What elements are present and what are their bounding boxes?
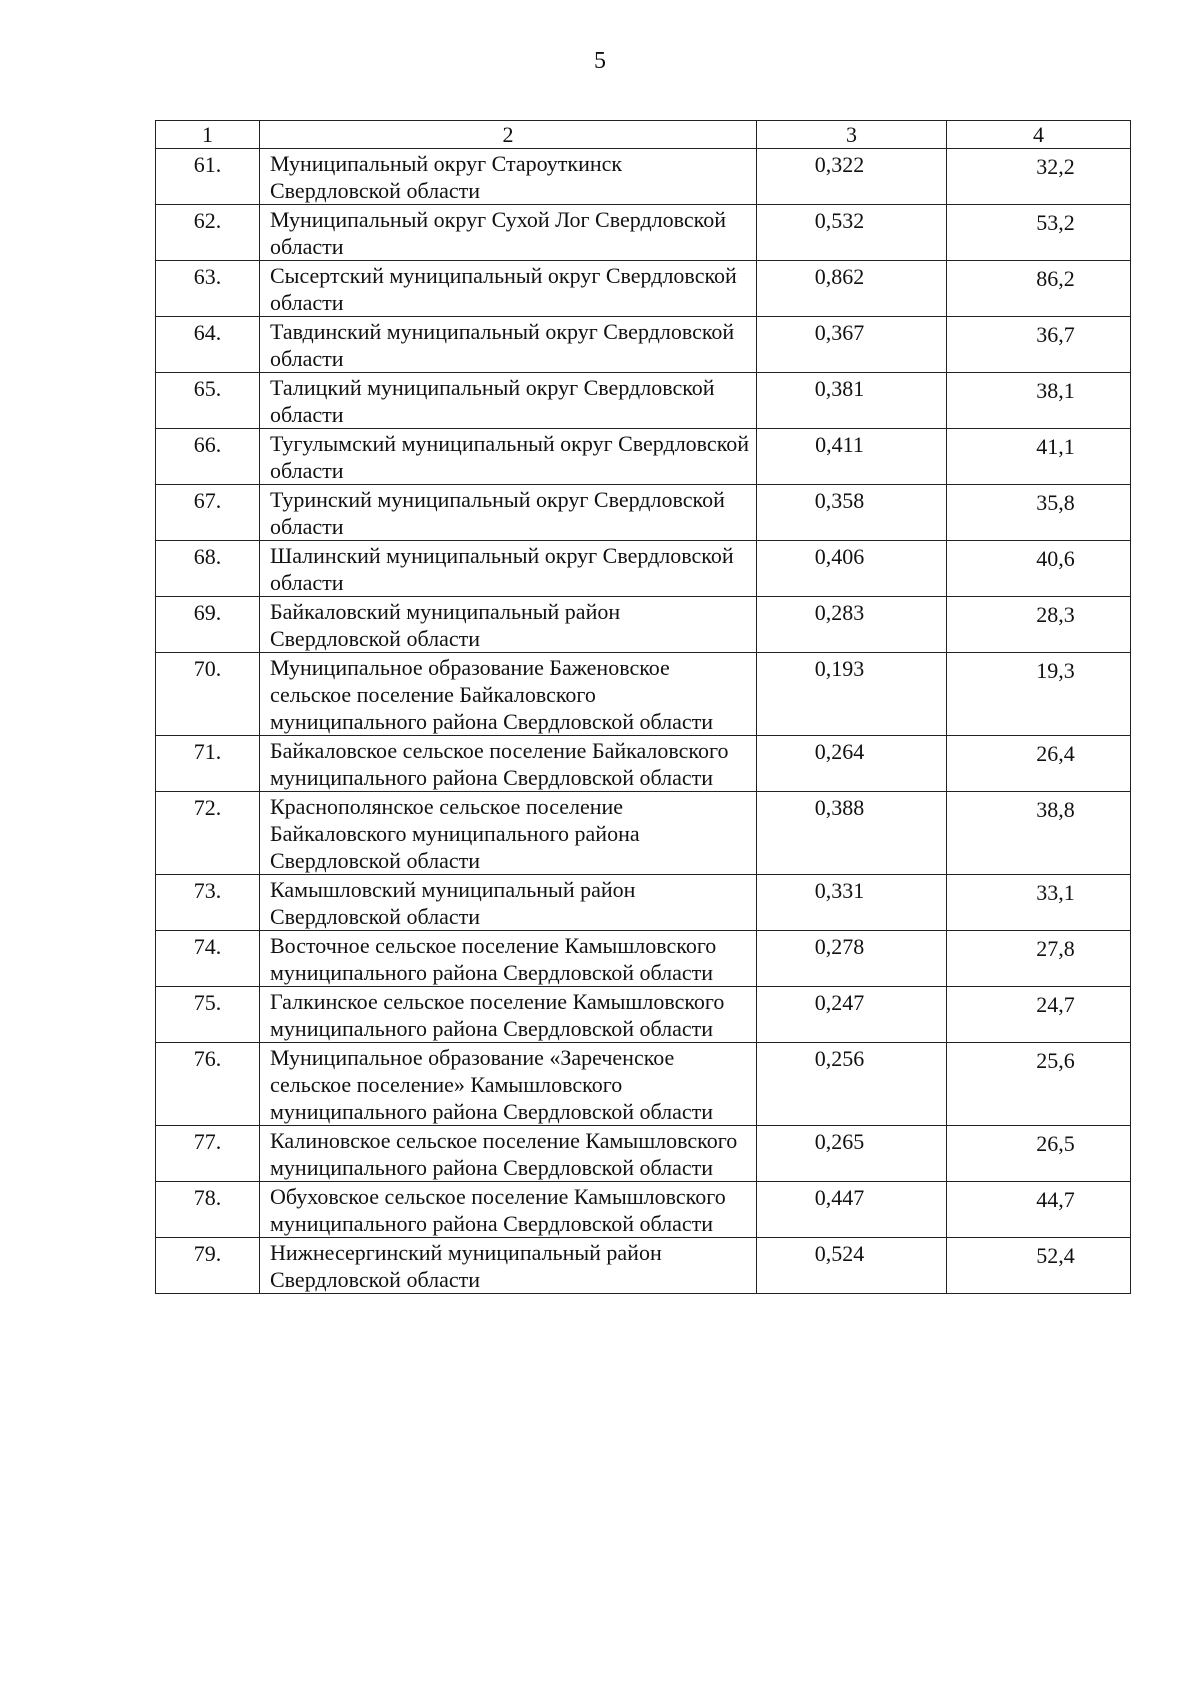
row-number: 63.	[156, 261, 260, 317]
coefficient-value: 0,322	[757, 149, 947, 205]
coefficient-value: 0,283	[757, 597, 947, 653]
page-number: 5	[594, 48, 606, 74]
percent-value: 52,4	[947, 1238, 1131, 1294]
table-row	[156, 1126, 1131, 1182]
municipality-name: Шалинский муниципальный округ Свердловской области	[260, 541, 757, 597]
municipality-name: Сысертский муниципальный округ Свердловской области	[260, 261, 757, 317]
percent-value: 32,2	[947, 149, 1131, 205]
row-number: 62.	[156, 205, 260, 261]
row-number: 65.	[156, 373, 260, 429]
table-row	[156, 429, 1131, 485]
column-header-1: 1	[156, 121, 260, 149]
table-row	[156, 931, 1131, 987]
municipality-name: Талицкий муниципальный округ Свердловской области	[260, 373, 757, 429]
row-number: 75.	[156, 987, 260, 1043]
coefficient-value: 0,406	[757, 541, 947, 597]
municipality-name: Туринский муниципальный округ Свердловской области	[260, 485, 757, 541]
coefficient-value: 0,278	[757, 931, 947, 987]
column-header-2: 2	[260, 121, 757, 149]
municipality-name: Восточное сельское поселение Камышловского муниципального района Свердловской области	[260, 931, 757, 987]
municipality-name: Калиновское сельское поселение Камышловского муниципального района Свердловской области	[260, 1126, 757, 1182]
column-header-4: 4	[947, 121, 1131, 149]
percent-value: 35,8	[947, 485, 1131, 541]
municipality-name: Нижнесергинский муниципальный район Свердловской области	[260, 1238, 757, 1294]
table-row	[156, 205, 1131, 261]
row-number: 73.	[156, 875, 260, 931]
row-number: 66.	[156, 429, 260, 485]
coefficient-value: 0,358	[757, 485, 947, 541]
row-number: 78.	[156, 1182, 260, 1238]
row-number: 71.	[156, 736, 260, 792]
percent-value: 33,1	[947, 875, 1131, 931]
coefficient-value: 0,524	[757, 1238, 947, 1294]
coefficient-value: 0,256	[757, 1043, 947, 1126]
percent-value: 41,1	[947, 429, 1131, 485]
data-table	[155, 120, 1131, 1294]
coefficient-value: 0,532	[757, 205, 947, 261]
municipality-name: Муниципальное образование Баженовское сельское поселение Байкаловского муниципального района Свердловской области	[260, 653, 757, 736]
table-row	[156, 317, 1131, 373]
coefficient-value: 0,862	[757, 261, 947, 317]
table-row	[156, 541, 1131, 597]
row-number: 61.	[156, 149, 260, 205]
row-number: 72.	[156, 792, 260, 875]
municipality-name: Тавдинский муниципальный округ Свердловской области	[260, 317, 757, 373]
coefficient-value: 0,411	[757, 429, 947, 485]
table-row	[156, 1182, 1131, 1238]
municipality-name: Байкаловский муниципальный район Свердловской области	[260, 597, 757, 653]
row-number: 77.	[156, 1126, 260, 1182]
percent-value: 86,2	[947, 261, 1131, 317]
coefficient-value: 0,447	[757, 1182, 947, 1238]
table-row	[156, 1238, 1131, 1294]
coefficient-value: 0,193	[757, 653, 947, 736]
percent-value: 38,1	[947, 373, 1131, 429]
percent-value: 40,6	[947, 541, 1131, 597]
column-header-3: 3	[757, 121, 947, 149]
percent-value: 24,7	[947, 987, 1131, 1043]
row-number: 76.	[156, 1043, 260, 1126]
row-number: 74.	[156, 931, 260, 987]
coefficient-value: 0,264	[757, 736, 947, 792]
municipality-name: Байкаловское сельское поселение Байкаловского муниципального района Свердловской области	[260, 736, 757, 792]
coefficient-value: 0,367	[757, 317, 947, 373]
percent-value: 36,7	[947, 317, 1131, 373]
row-number: 68.	[156, 541, 260, 597]
coefficient-value: 0,388	[757, 792, 947, 875]
table-header-row	[156, 121, 1131, 149]
table-row	[156, 597, 1131, 653]
table-row	[156, 653, 1131, 736]
row-number: 79.	[156, 1238, 260, 1294]
row-number: 64.	[156, 317, 260, 373]
percent-value: 26,4	[947, 736, 1131, 792]
percent-value: 38,8	[947, 792, 1131, 875]
municipality-name: Муниципальный округ Староуткинск Свердловской области	[260, 149, 757, 205]
table-row	[156, 373, 1131, 429]
coefficient-value: 0,331	[757, 875, 947, 931]
coefficient-value: 0,247	[757, 987, 947, 1043]
percent-value: 19,3	[947, 653, 1131, 736]
row-number: 70.	[156, 653, 260, 736]
table-row	[156, 1043, 1131, 1126]
table-row	[156, 149, 1131, 205]
municipality-name: Муниципальное образование «Зареченское сельское поселение» Камышловского муниципального района Свердловской области	[260, 1043, 757, 1126]
coefficient-value: 0,265	[757, 1126, 947, 1182]
row-number: 67.	[156, 485, 260, 541]
municipality-name: Краснополянское сельское поселение Байкаловского муниципального района Свердловской области	[260, 792, 757, 875]
municipality-name: Обуховское сельское поселение Камышловского муниципального района Свердловской области	[260, 1182, 757, 1238]
percent-value: 28,3	[947, 597, 1131, 653]
municipality-name: Муниципальный округ Сухой Лог Свердловской области	[260, 205, 757, 261]
table-body	[156, 149, 1131, 1294]
percent-value: 25,6	[947, 1043, 1131, 1126]
table-row	[156, 485, 1131, 541]
percent-value: 53,2	[947, 205, 1131, 261]
table-row	[156, 736, 1131, 792]
percent-value: 44,7	[947, 1182, 1131, 1238]
table-row	[156, 261, 1131, 317]
table-row	[156, 792, 1131, 875]
table-row	[156, 875, 1131, 931]
coefficient-value: 0,381	[757, 373, 947, 429]
municipality-name: Галкинское сельское поселение Камышловского муниципального района Свердловской области	[260, 987, 757, 1043]
municipality-name: Тугулымский муниципальный округ Свердловской области	[260, 429, 757, 485]
table-row	[156, 987, 1131, 1043]
municipality-name: Камышловский муниципальный район Свердловской области	[260, 875, 757, 931]
percent-value: 27,8	[947, 931, 1131, 987]
row-number: 69.	[156, 597, 260, 653]
percent-value: 26,5	[947, 1126, 1131, 1182]
